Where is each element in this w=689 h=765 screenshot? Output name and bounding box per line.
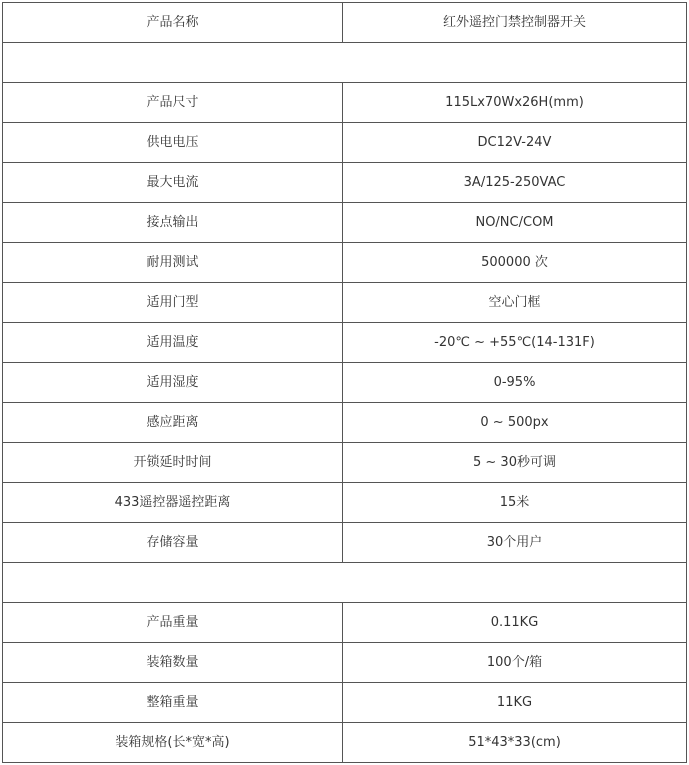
table-row: [3, 283, 687, 323]
spec-value: 红外遥控门禁控制器开关: [343, 3, 687, 43]
table-row: [3, 163, 687, 203]
spec-value: 5 ~ 30秒可调: [343, 443, 687, 483]
spec-value: 115Lx70Wx26H(mm): [343, 83, 687, 123]
spec-label: 接点输出: [3, 203, 343, 243]
spec-value: 0-95%: [343, 363, 687, 403]
table-row: [3, 123, 687, 163]
spec-label: 整箱重量: [3, 683, 343, 723]
table-row: [3, 363, 687, 403]
table-row: [3, 483, 687, 523]
table-row: [3, 443, 687, 483]
table-row: [3, 243, 687, 283]
spec-table: [2, 2, 687, 763]
spec-value: NO/NC/COM: [343, 203, 687, 243]
table-row: [3, 403, 687, 443]
spacer-row: [3, 563, 687, 603]
spec-label: 产品重量: [3, 603, 343, 643]
spec-label: 开锁延时时间: [3, 443, 343, 483]
spec-value: 0 ~ 500px: [343, 403, 687, 443]
spec-label: 供电电压: [3, 123, 343, 163]
spacer-cell: [3, 563, 687, 603]
spec-value: 500000 次: [343, 243, 687, 283]
table-row: [3, 523, 687, 563]
table-row: [3, 83, 687, 123]
spec-value: 空心门框: [343, 283, 687, 323]
spec-value: 0.11KG: [343, 603, 687, 643]
spec-label: 适用门型: [3, 283, 343, 323]
table-row: [3, 323, 687, 363]
spec-value: 51*43*33(cm): [343, 723, 687, 763]
table-row: [3, 3, 687, 43]
spec-value: 11KG: [343, 683, 687, 723]
spacer-cell: [3, 43, 687, 83]
spec-label: 适用湿度: [3, 363, 343, 403]
spec-label: 最大电流: [3, 163, 343, 203]
spec-label: 产品尺寸: [3, 83, 343, 123]
spec-label: 耐用测试: [3, 243, 343, 283]
spec-value: 15米: [343, 483, 687, 523]
table-row: [3, 683, 687, 723]
spec-value: 100个/箱: [343, 643, 687, 683]
table-row: [3, 203, 687, 243]
spec-value: -20℃ ~ +55℃(14-131F): [343, 323, 687, 363]
spec-label: 产品名称: [3, 3, 343, 43]
table-row: [3, 723, 687, 763]
spec-label: 装箱数量: [3, 643, 343, 683]
spec-value: 3A/125-250VAC: [343, 163, 687, 203]
spec-label: 433遥控器遥控距离: [3, 483, 343, 523]
spec-label: 感应距离: [3, 403, 343, 443]
table-row: [3, 643, 687, 683]
spec-label: 存储容量: [3, 523, 343, 563]
table-row: [3, 603, 687, 643]
spacer-row: [3, 43, 687, 83]
spec-label: 装箱规格(长*宽*高): [3, 723, 343, 763]
spec-value: DC12V-24V: [343, 123, 687, 163]
spec-value: 30个用户: [343, 523, 687, 563]
spec-label: 适用温度: [3, 323, 343, 363]
spec-table-body: [3, 3, 687, 763]
